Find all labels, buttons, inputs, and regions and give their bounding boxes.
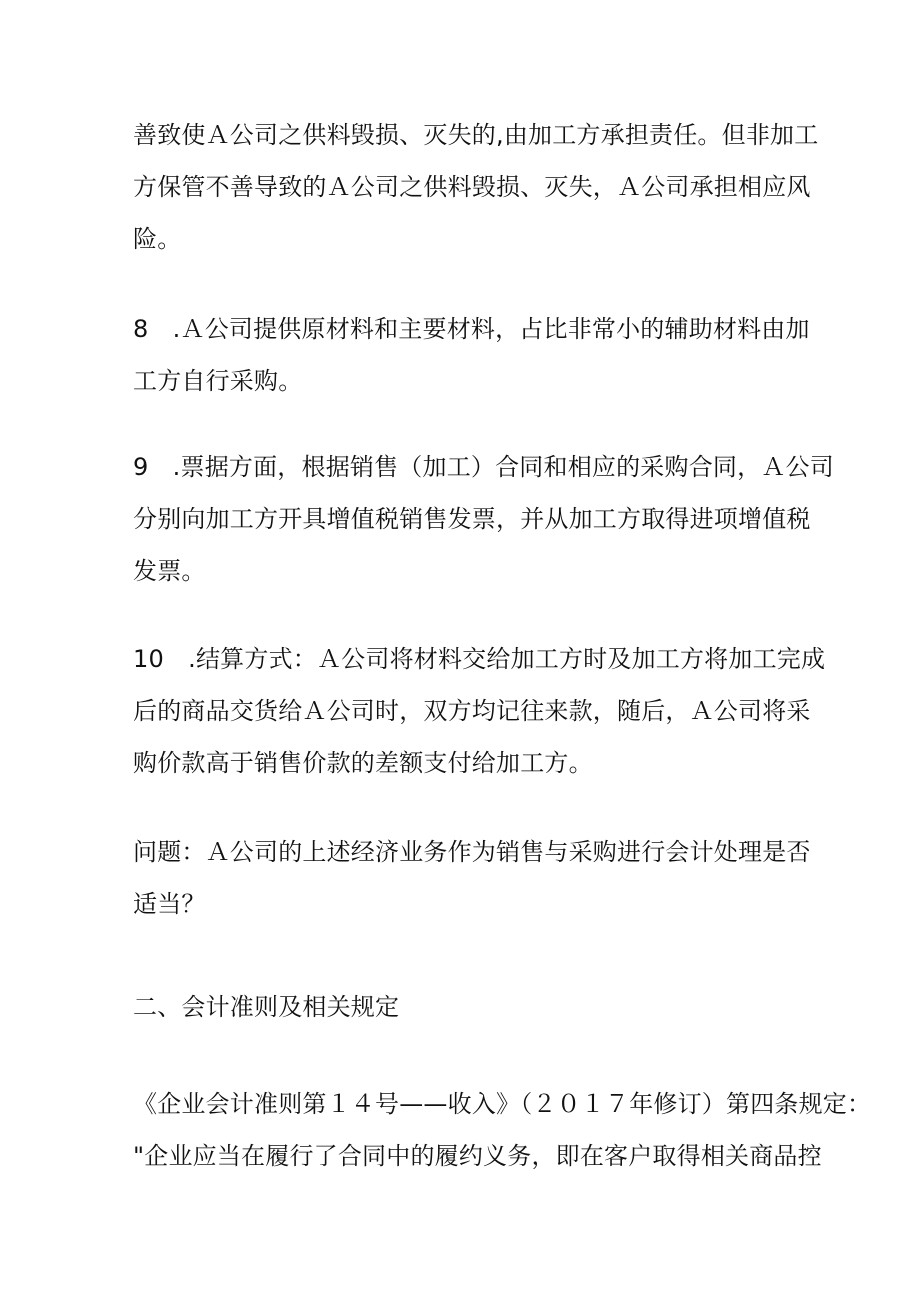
text-line: 险。 (133, 225, 182, 253)
paragraph-item-8 (133, 303, 813, 407)
text-line: 工方自行采购。 (133, 367, 303, 395)
text-line: 后的商品交货给Ａ公司时，双方均记往来款，随后，Ａ公司将采 (133, 697, 811, 725)
paragraph-standard-citation (133, 1078, 872, 1182)
text-line: 适当？ (133, 890, 206, 918)
section-heading (133, 981, 813, 1033)
text-line: 善致使Ａ公司之供料毁损、灭失的,由加工方承担责任。但非加工 (133, 121, 819, 149)
text-line: 购价款高于销售价款的差额支付给加工方。 (133, 749, 593, 777)
heading-text: 二、会计准则及相关规定 (133, 993, 400, 1021)
text-line: 方保管不善导致的Ａ公司之供料毁损、灭失，Ａ公司承担相应风 (133, 173, 811, 201)
paragraph-item-10 (133, 633, 826, 789)
text-line: 发票。 (133, 557, 206, 585)
text-line: 《企业会计准则第１４号——收入》（２０１７年修订）第四条规定： (133, 1090, 872, 1118)
text-line: 问题：Ａ公司的上述经济业务作为销售与采购进行会计处理是否 (133, 838, 811, 866)
text-line: 8 .Ａ公司提供原材料和主要材料，占比非常小的辅助材料由加 (133, 315, 810, 343)
paragraph-supply-risk (133, 109, 819, 265)
text-line: 9 .票据方面，根据销售（加工）合同和相应的采购合同，Ａ公司 (133, 453, 834, 481)
paragraph-item-9 (133, 441, 834, 597)
text-line: 分别向加工方开具增值税销售发票，并从加工方取得进项增值税 (133, 505, 811, 533)
paragraph-question (133, 826, 813, 930)
text-line: "企业应当在履行了合同中的履约义务，即在客户取得相关商品控 (133, 1142, 822, 1170)
text-line: 10 .结算方式：Ａ公司将材料交给加工方时及加工方将加工完成 (133, 645, 826, 673)
